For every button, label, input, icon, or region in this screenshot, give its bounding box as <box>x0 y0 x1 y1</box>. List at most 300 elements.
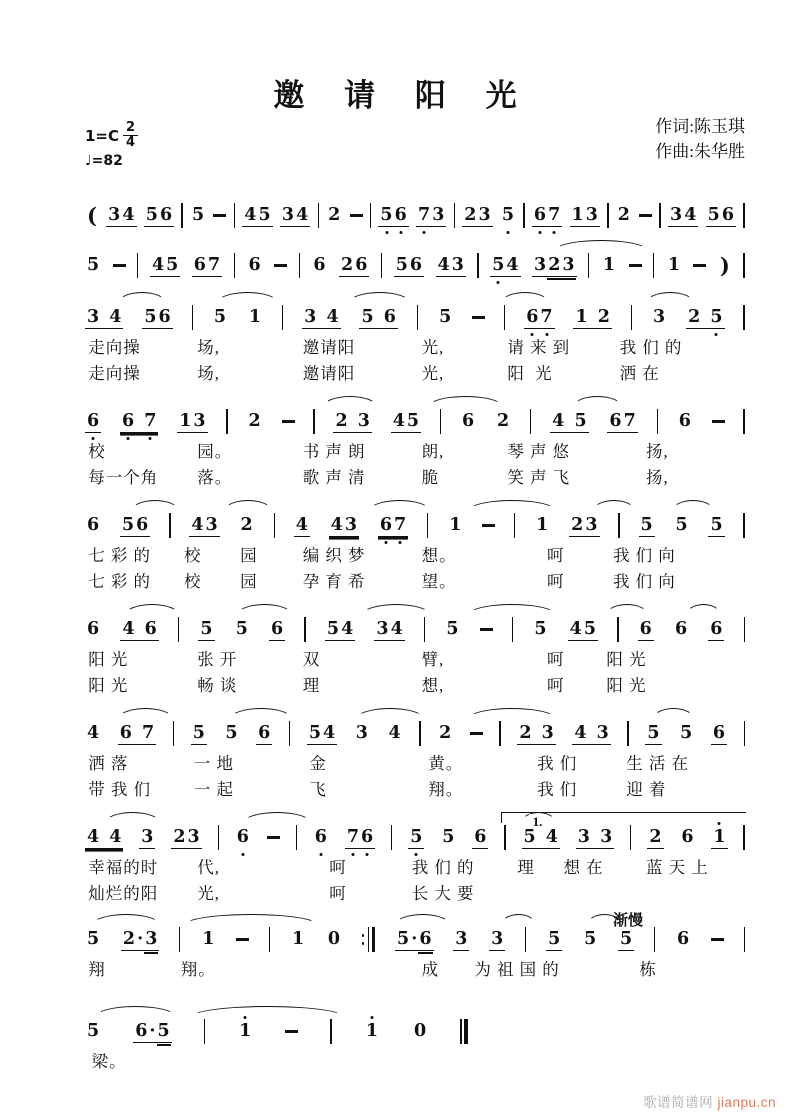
note-digit: 5 <box>675 515 688 535</box>
note-digit: 3 <box>541 722 554 743</box>
slur-arc <box>92 914 160 925</box>
note-digit: 6 <box>121 410 135 431</box>
barline <box>504 305 505 330</box>
lyric-group: 翔。 <box>428 780 464 799</box>
barline <box>330 1019 331 1044</box>
note-digit: 3 <box>562 254 575 275</box>
note-digit: 7 <box>418 204 431 225</box>
slur-layer <box>85 291 745 304</box>
barline <box>370 203 371 228</box>
note-token <box>534 515 550 536</box>
dash-prolong <box>693 264 706 266</box>
note-digit: 6 <box>533 204 547 225</box>
barline <box>525 927 526 952</box>
lyrics-row <box>85 464 745 487</box>
note-digit: 6 <box>639 618 652 639</box>
note-digit: 5 <box>235 619 248 639</box>
note-digit: 1 <box>667 255 680 275</box>
note-token <box>440 827 456 848</box>
slur-arc <box>395 914 450 925</box>
slur-arc <box>646 292 694 303</box>
note-digit: 5 <box>439 307 452 327</box>
lyric-group: 成 <box>421 960 440 979</box>
lyric-group: 望。 <box>421 572 457 591</box>
note-digit: 4 <box>244 204 257 225</box>
lyric-group: 梁。 <box>91 1052 127 1071</box>
note-token <box>532 255 577 277</box>
note-digit: 6 <box>681 827 694 847</box>
barline <box>654 927 655 952</box>
music-system <box>85 707 745 799</box>
note-digit: 2 <box>597 306 610 327</box>
lyric-group: 呵 <box>329 884 347 903</box>
note-digit: 1 <box>575 306 588 327</box>
note-token <box>408 827 424 849</box>
note-digit: 5 <box>200 618 213 639</box>
lyric-group: 张 开 <box>197 650 238 669</box>
note-token <box>472 827 488 849</box>
note-digit: 6 <box>383 306 396 327</box>
note-token <box>568 619 598 641</box>
slur-arc <box>468 708 556 719</box>
note-digit: 6 <box>710 618 723 639</box>
note-digit <box>701 307 709 328</box>
note-token <box>85 723 101 744</box>
lyric-group: 为 祖 国 的 <box>474 960 560 979</box>
note-digit: 6 <box>721 204 735 225</box>
lyric-group: 一 地 <box>193 754 235 773</box>
note-token <box>645 723 661 745</box>
barline <box>743 513 744 538</box>
lyric-group: 请 来 到 <box>507 338 571 357</box>
lyric-group: 歌 声 清 <box>302 468 366 487</box>
note-token <box>582 929 598 950</box>
note-digit <box>588 723 596 744</box>
barline <box>617 617 618 642</box>
dash-prolong <box>274 264 287 266</box>
note-digit: · <box>411 928 418 949</box>
music-system <box>85 811 745 903</box>
note-digit <box>349 411 357 432</box>
note-digit: 4 <box>330 514 343 535</box>
barline <box>530 409 531 434</box>
note-token <box>142 307 172 329</box>
slur-layer <box>85 1005 745 1018</box>
note-digit: 4 <box>569 618 582 639</box>
note-digit: 1 <box>239 1021 252 1041</box>
note-digit: 5 <box>397 928 410 949</box>
note-digit: 6 <box>712 722 725 743</box>
barline <box>192 305 193 330</box>
slur-layer <box>85 395 745 408</box>
note-digit: 6 <box>258 722 271 743</box>
lyric-group: 光, <box>421 338 445 357</box>
note-digit: 5 <box>213 307 226 327</box>
dash-prolong <box>639 214 652 216</box>
dash-prolong <box>470 732 483 734</box>
note-digit: 4 <box>151 254 165 275</box>
note-token <box>325 619 355 641</box>
note-token <box>247 307 263 328</box>
note-digit: 6 <box>87 515 100 535</box>
watermark-site-url: jianpu.cn <box>717 1095 776 1110</box>
note-token <box>144 205 174 227</box>
note-digit: 1 <box>365 1021 378 1041</box>
note-digit: 7 <box>144 410 157 431</box>
note-digit <box>533 723 541 744</box>
watermark <box>643 1091 776 1111</box>
note-digit <box>136 619 144 640</box>
note-digit: 6 <box>409 254 423 275</box>
lyrics-row <box>85 776 745 799</box>
lyric-group: 理 <box>517 858 535 877</box>
lyric-group: 七 彩 的 <box>88 572 152 591</box>
note-token <box>139 827 155 849</box>
slur-arc <box>362 604 430 615</box>
lyrics-row <box>85 750 745 773</box>
note-digit: 4 <box>296 204 309 225</box>
note-digit: 3 <box>478 204 491 225</box>
note-token <box>711 827 727 849</box>
lyric-group: 长 大 要 <box>411 884 475 903</box>
slur-arc <box>131 500 179 511</box>
note-digit: 3 <box>187 826 200 847</box>
note-token <box>391 411 421 433</box>
note-digit <box>565 411 573 432</box>
volta-bracket <box>501 812 746 829</box>
note-token <box>495 411 511 432</box>
note-digit: 5 <box>523 826 536 847</box>
note-token <box>85 827 123 849</box>
note-token <box>711 723 727 745</box>
note-token <box>177 411 207 433</box>
barline <box>234 253 235 278</box>
note-digit: 5 <box>710 514 723 535</box>
dash-prolong <box>629 264 642 266</box>
note-digit: 5 <box>380 204 393 225</box>
volta-label: 1. <box>529 814 547 830</box>
dash-prolong <box>285 1030 298 1032</box>
note-digit: 5 <box>410 826 423 847</box>
barline <box>179 927 180 952</box>
note-token <box>237 1021 253 1042</box>
lyrics-row <box>85 334 745 357</box>
note-digit: 5 <box>87 1021 100 1041</box>
note-token <box>386 723 402 744</box>
note-token <box>85 515 101 536</box>
note-digit: 6 <box>135 1020 148 1041</box>
lyric-group: 翔 <box>88 960 106 979</box>
note-token <box>339 255 369 277</box>
note-token <box>532 205 562 227</box>
note-digit: 3 <box>585 514 598 535</box>
note-token <box>462 205 492 227</box>
lyric-group: 金 <box>309 754 327 773</box>
lyric-group: 洒 在 <box>619 364 660 383</box>
lyric-group: 想。 <box>421 546 457 565</box>
note-digit: 4 <box>437 254 450 275</box>
barline <box>659 203 660 228</box>
note-digit: 2 <box>548 254 561 275</box>
note-digit: 1 <box>248 307 262 327</box>
note-digit: 5 <box>121 514 135 535</box>
note-digit: 3 <box>451 254 464 275</box>
music-system <box>85 603 745 695</box>
note-token <box>570 205 600 227</box>
note-token <box>234 619 250 640</box>
slur-arc <box>224 500 272 511</box>
lyric-group: 带 我 们 <box>88 780 152 799</box>
note-digit: 5 <box>707 204 720 225</box>
note-token <box>280 205 310 227</box>
note-digit: 4 <box>109 306 122 327</box>
note-digit: 4 <box>109 826 122 847</box>
note-digit: 6 <box>87 410 100 431</box>
lyric-group: 飞 <box>309 780 327 799</box>
note-digit: 4 <box>390 618 403 639</box>
note-token <box>235 827 251 848</box>
lyric-group: 七 彩 的 <box>88 546 152 565</box>
note-digit: · <box>149 1020 156 1041</box>
note-token <box>616 205 632 226</box>
note-digit: 5 <box>446 619 459 639</box>
note-digit: 4 <box>506 254 519 275</box>
note-digit: 5 <box>308 722 322 743</box>
note-digit: 5 <box>548 928 561 949</box>
lyrics-row <box>85 1048 745 1071</box>
barline <box>204 1019 205 1044</box>
note-token <box>524 307 554 329</box>
note-digit: 6 <box>119 722 132 743</box>
slur-arc <box>230 708 291 719</box>
note-digit: 4 <box>341 618 354 639</box>
music-area <box>85 189 745 1071</box>
notes-row <box>85 202 745 229</box>
lyric-group: 扬, <box>646 468 669 487</box>
note-digit: 3 <box>670 204 683 225</box>
barline <box>440 409 441 434</box>
lyric-group: 迎 着 <box>626 780 667 799</box>
barline <box>304 617 305 642</box>
lyric-group: 场, <box>197 364 220 383</box>
note-token <box>198 619 214 641</box>
final-barline <box>460 1019 467 1044</box>
lyric-group: 阳 光 <box>606 650 647 669</box>
note-token <box>307 723 337 745</box>
note-token <box>85 929 101 950</box>
note-digit: 5 <box>145 204 158 225</box>
note-digit: 2 <box>328 205 341 225</box>
note-digit: 6 <box>193 254 206 275</box>
lyric-group: 代, <box>197 858 220 877</box>
note-digit: 3 <box>304 306 317 327</box>
note-token <box>171 827 201 849</box>
note-token <box>550 411 588 433</box>
lyrics-row <box>85 880 745 903</box>
barline <box>419 721 420 746</box>
meta-row <box>85 117 745 185</box>
note-token <box>189 515 219 537</box>
slur-arc <box>653 708 695 719</box>
credits-block <box>655 115 745 164</box>
note-token <box>200 929 216 950</box>
note-digit: 6 <box>144 618 157 639</box>
barline <box>514 513 515 538</box>
note-token <box>394 255 424 277</box>
lyric-group: 光, <box>197 884 220 903</box>
dash-prolong <box>472 316 485 318</box>
note-digit: 6 <box>361 826 374 847</box>
note-digit: 3 <box>344 514 358 535</box>
note-token <box>85 307 123 329</box>
note-token <box>490 255 520 277</box>
lyric-group: 想 在 <box>563 858 604 877</box>
note-digit: 3 <box>355 723 368 743</box>
dash-prolong <box>480 628 493 630</box>
quarter-note-icon: ♩ <box>85 152 92 169</box>
note-digit: 1 <box>571 204 584 225</box>
barline <box>234 203 235 228</box>
notes-row <box>85 616 745 643</box>
note-digit: 5 <box>492 254 505 275</box>
slur-layer <box>85 239 745 252</box>
slur-arc <box>349 292 410 303</box>
note-digit: 4 <box>574 722 587 743</box>
note-digit: 1 <box>602 255 616 275</box>
note-digit: 5 <box>166 254 179 275</box>
notes-row <box>85 252 745 279</box>
note-digit: 6 <box>419 928 432 949</box>
note-digit: 2 <box>497 411 510 431</box>
barline <box>653 253 654 278</box>
note-token <box>85 1021 101 1042</box>
note-token <box>326 929 342 950</box>
note-digit: 3 <box>193 410 206 431</box>
note-digit: 7 <box>540 306 553 327</box>
music-system <box>85 291 745 383</box>
note-token <box>677 411 693 432</box>
note-digit: 5 <box>680 723 693 743</box>
note-token <box>569 515 599 537</box>
time-signature <box>123 121 138 151</box>
barline <box>173 721 174 746</box>
slur-arc <box>501 292 549 303</box>
slur-arc <box>118 708 173 719</box>
time-signature-numerator: 2 <box>123 121 138 136</box>
note-digit: 7 <box>548 204 561 225</box>
lyric-group: 臂, <box>421 650 445 669</box>
note-digit: 5 <box>574 410 587 431</box>
barline <box>274 513 275 538</box>
note-digit: 5 <box>442 827 455 847</box>
note-token <box>651 307 667 328</box>
note-token <box>326 205 342 226</box>
note-digit: 2 <box>617 205 630 225</box>
note-digit: 4 <box>388 723 401 743</box>
lyric-group: 阳 光 <box>606 676 647 695</box>
note-digit: 0 <box>414 1021 427 1041</box>
lyric-group: 邀请阳 <box>302 364 356 383</box>
slur-arc <box>428 396 503 407</box>
barline <box>523 203 524 228</box>
note-token <box>546 929 562 951</box>
note-token <box>133 1021 171 1043</box>
barline <box>424 617 425 642</box>
slur-arc <box>323 396 378 407</box>
note-token <box>638 619 654 641</box>
lyric-group: 扬, <box>646 442 669 461</box>
slur-arc <box>118 292 166 303</box>
note-token <box>212 307 228 328</box>
note-digit: 2 <box>439 723 452 743</box>
note-digit: 4 <box>87 826 100 847</box>
note-digit: 5 <box>501 205 515 225</box>
note-digit: 7 <box>346 826 359 847</box>
note-digit: 4 <box>295 514 308 535</box>
note-token <box>364 1021 380 1042</box>
lyric-group: 光, <box>421 364 445 383</box>
slur-layer <box>85 603 745 616</box>
barline <box>512 617 513 642</box>
note-token <box>572 723 610 745</box>
note-token <box>666 255 682 276</box>
note-digit: 6 <box>674 619 688 639</box>
lyrics-row <box>85 360 745 383</box>
tempo-change-marking: 渐慢 <box>613 913 644 929</box>
note-token <box>239 515 255 536</box>
barline <box>477 253 478 278</box>
barline <box>657 409 658 434</box>
note-token <box>686 307 724 329</box>
note-digit: 2 <box>248 411 261 431</box>
note-digit <box>135 411 143 432</box>
lyric-group: 编 织 梦 <box>302 546 366 565</box>
note-token <box>354 723 370 744</box>
note-digit: 1 <box>179 410 192 431</box>
note-token <box>453 929 469 951</box>
note-digit: 5 <box>395 254 408 275</box>
note-digit: 6 <box>313 255 326 275</box>
note-digit: 2 <box>173 826 186 847</box>
lyric-group: 我 们 的 <box>411 858 475 877</box>
lyric-group: 幸福的时 <box>88 858 159 877</box>
note-digit: 5 <box>584 929 597 949</box>
note-digit: 2 <box>464 204 477 225</box>
lyrics-row <box>85 438 745 461</box>
barline <box>178 617 179 642</box>
lyric-group: 灿烂的阳 <box>88 884 159 903</box>
note-digit: 7 <box>207 254 221 275</box>
note-token <box>601 255 617 276</box>
note-digit <box>133 723 141 744</box>
note-token <box>85 619 101 640</box>
note-digit: 3 <box>108 204 121 225</box>
note-digit: 3 <box>585 204 598 225</box>
note-digit: 3 <box>87 306 100 327</box>
note-digit: 4 <box>552 410 565 431</box>
note-digit: 5 <box>87 929 100 949</box>
lyric-group: 生 活 在 <box>626 754 689 773</box>
music-system <box>85 1005 745 1071</box>
note-token <box>246 255 262 276</box>
lyric-group: 阳 光 <box>88 676 129 695</box>
phrase-paren <box>718 255 732 276</box>
slur-arc <box>672 500 714 511</box>
barline <box>269 927 270 952</box>
note-digit: 4 <box>87 723 100 743</box>
barline <box>627 721 628 746</box>
note-token <box>395 929 433 951</box>
